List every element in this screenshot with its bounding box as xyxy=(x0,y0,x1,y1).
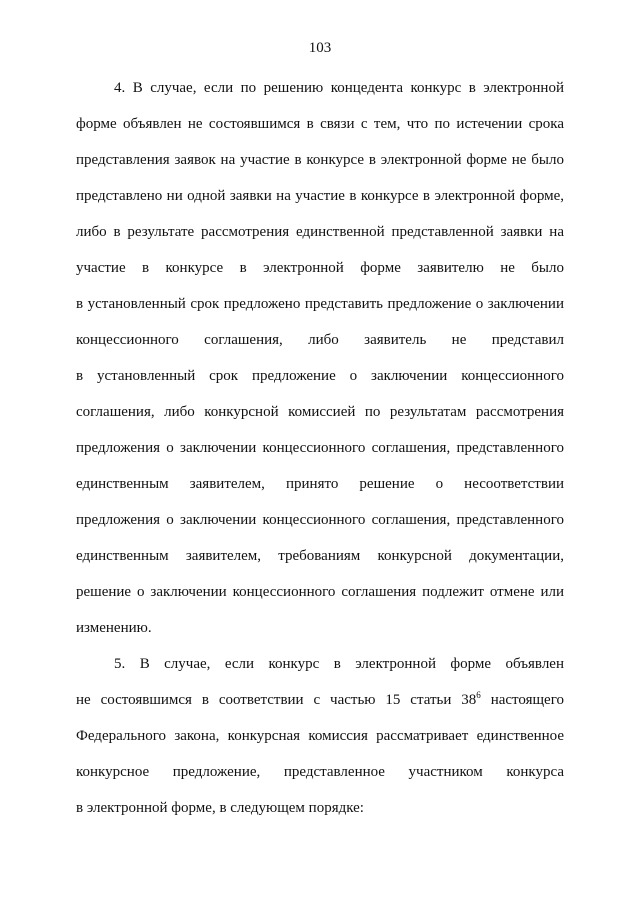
paragraph-5-line-2-text: не состоявшимся в соответствии с частью 15 статьи 38 xyxy=(76,692,477,708)
page-number: 103 xyxy=(308,40,332,56)
paragraph-4-line-13: предложения о заключении концессионного соглашения, представленного xyxy=(76,512,564,528)
paragraph-4-line-12: единственным заявителем, принято решение о несоответствии xyxy=(76,476,564,492)
paragraph-4-line-11: предложения о заключении концессионного соглашения, представленного xyxy=(76,440,564,456)
paragraph-4-line-8: концессионного соглашения, либо заявитель не представил xyxy=(76,332,564,348)
superscript-article-number: 6 xyxy=(476,690,481,700)
paragraph-5-line-2-tail: настоящего xyxy=(480,692,564,708)
paragraph-4-line-3: представления заявок на участие в конкурсе в электронной форме не было xyxy=(76,152,564,168)
paragraph-4-line-1: 4. В случае, если по решению концедента конкурс в электронной xyxy=(114,80,564,96)
paragraph-4-line-7: в установленный срок предложено представить предложение о заключении xyxy=(76,296,564,312)
paragraph-5-line-5: в электронной форме, в следующем порядке: xyxy=(76,800,364,816)
paragraph-5-line-3: Федерального закона, конкурсная комиссия рассматривает единственное xyxy=(76,728,564,744)
paragraph-4-line-14: единственным заявителем, требованиям конкурсной документации, xyxy=(76,548,564,564)
paragraph-5-line-1: 5. В случае, если конкурс в электронной форме объявлен xyxy=(114,656,564,672)
paragraph-4-line-10: соглашения, либо конкурсной комиссией по результатам рассмотрения xyxy=(76,404,564,420)
paragraph-4-line-9: в установленный срок предложение о заключении концессионного xyxy=(76,368,564,384)
paragraph-4-line-5: либо в результате рассмотрения единственной представленной заявки на xyxy=(76,224,564,240)
paragraph-4-line-4: представлено ни одной заявки на участие в конкурсе в электронной форме, xyxy=(76,188,564,204)
paragraph-4-line-2: форме объявлен не состоявшимся в связи с тем, что по истечении срока xyxy=(76,116,564,132)
paragraph-5-line-4: конкурсное предложение, представленное участником конкурса xyxy=(76,764,564,780)
paragraph-4-line-6: участие в конкурсе в электронной форме заявителю не было xyxy=(76,260,564,276)
paragraph-5-line-2 xyxy=(76,690,564,710)
paragraph-4-line-16: изменению. xyxy=(76,620,152,636)
paragraph-4-line-15: решение о заключении концессионного соглашения подлежит отмене или xyxy=(76,584,564,600)
